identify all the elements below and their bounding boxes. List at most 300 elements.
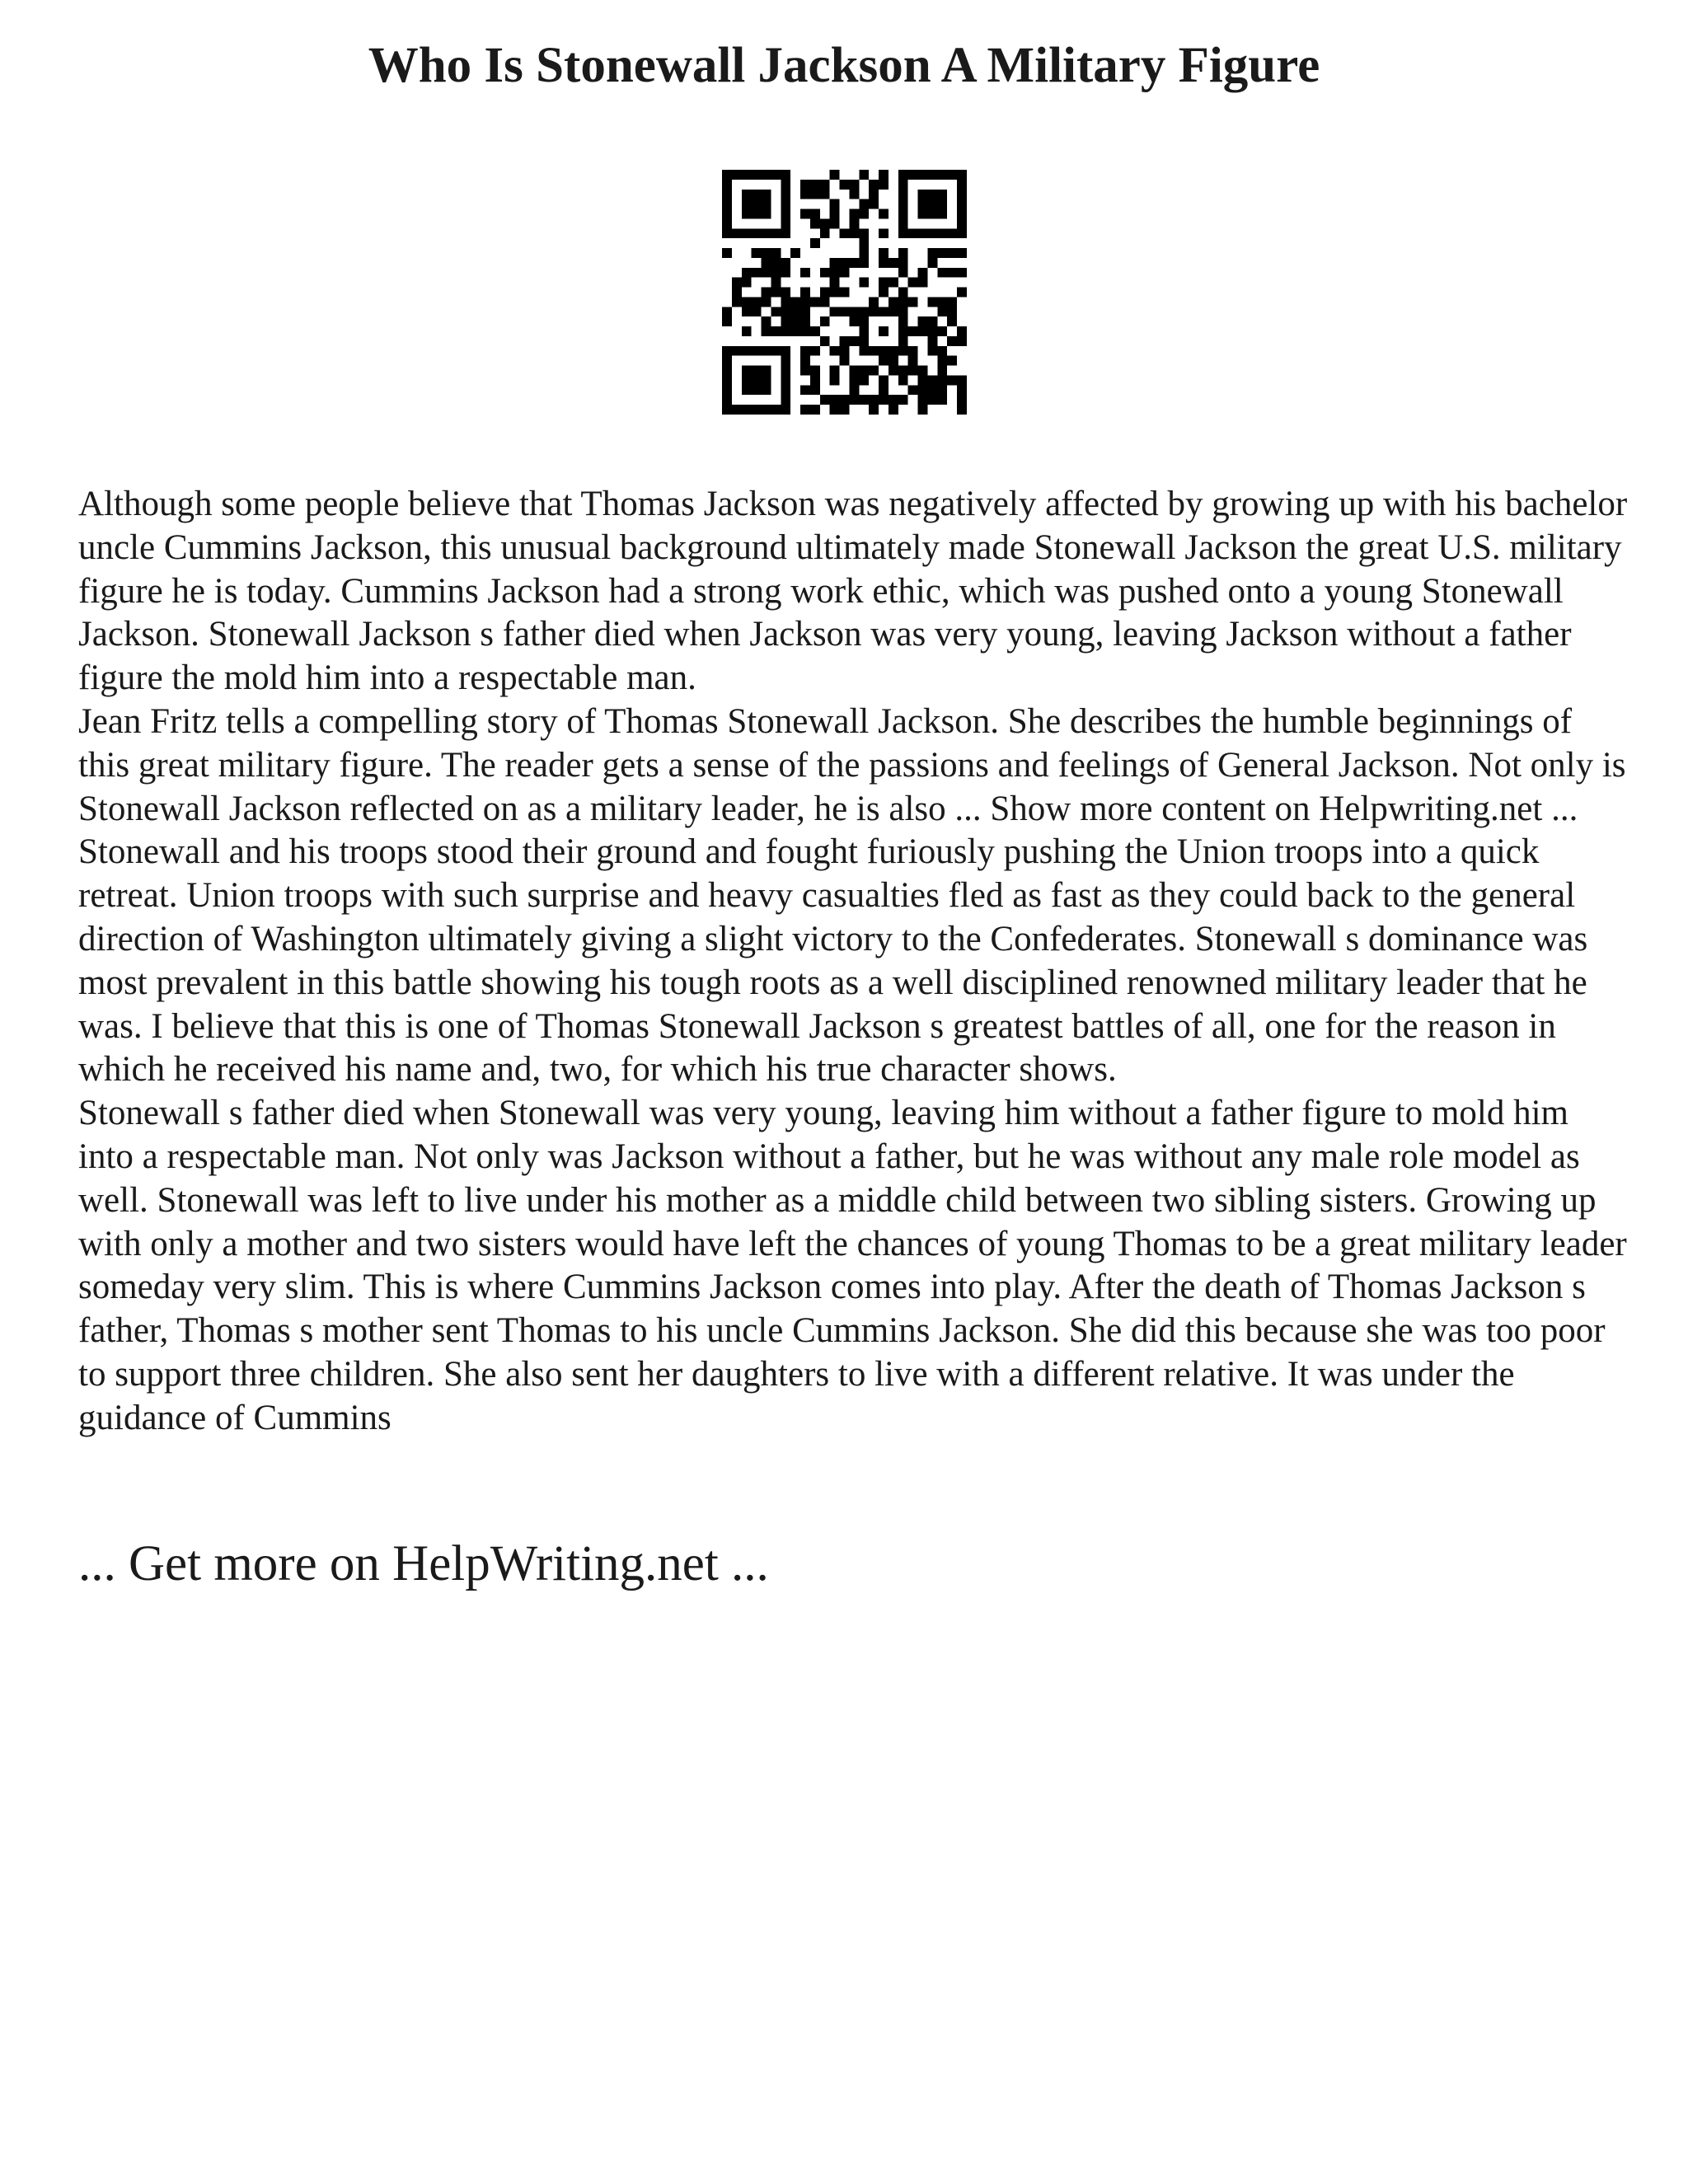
qr-module bbox=[849, 307, 859, 316]
qr-module bbox=[859, 238, 869, 248]
qr-module bbox=[927, 228, 937, 238]
qr-module bbox=[762, 199, 771, 209]
qr-module bbox=[898, 180, 908, 190]
qr-module bbox=[781, 218, 790, 228]
qr-module bbox=[762, 346, 771, 356]
qr-module bbox=[742, 375, 752, 385]
qr-module bbox=[957, 248, 967, 258]
qr-module bbox=[889, 395, 898, 405]
qr-module bbox=[937, 307, 947, 316]
qr-module bbox=[898, 170, 908, 180]
qr-module bbox=[830, 278, 840, 288]
qr-module bbox=[898, 190, 908, 199]
qr-module bbox=[800, 346, 810, 356]
qr-module bbox=[800, 356, 810, 366]
qr-module bbox=[840, 258, 850, 268]
qr-module bbox=[898, 307, 908, 316]
qr-module bbox=[927, 346, 937, 356]
qr-module bbox=[957, 170, 967, 180]
qr-module bbox=[722, 385, 732, 395]
qr-module bbox=[957, 228, 967, 238]
qr-module bbox=[898, 268, 908, 278]
qr-module bbox=[879, 248, 889, 258]
qr-module bbox=[771, 268, 781, 278]
qr-module bbox=[947, 375, 957, 385]
qr-module bbox=[781, 326, 790, 336]
qr-module bbox=[869, 199, 879, 209]
qr-module bbox=[918, 385, 928, 395]
qr-module bbox=[781, 209, 790, 219]
qr-module bbox=[800, 366, 810, 376]
qr-module bbox=[849, 190, 859, 199]
qr-module bbox=[790, 307, 800, 316]
qr-module bbox=[879, 228, 889, 238]
qr-module bbox=[937, 209, 947, 219]
qr-module bbox=[790, 248, 800, 258]
qr-module bbox=[762, 228, 771, 238]
qr-module bbox=[918, 268, 928, 278]
qr-module bbox=[771, 228, 781, 238]
qr-module bbox=[722, 395, 732, 405]
qr-module bbox=[762, 405, 771, 415]
qr-module bbox=[781, 375, 790, 385]
qr-module bbox=[840, 346, 850, 356]
qr-module bbox=[937, 356, 947, 366]
qr-module bbox=[849, 395, 859, 405]
qr-module bbox=[742, 307, 752, 316]
qr-module bbox=[781, 288, 790, 298]
qr-module bbox=[898, 395, 908, 405]
qr-module bbox=[762, 288, 771, 298]
qr-module bbox=[957, 190, 967, 199]
qr-module bbox=[742, 405, 752, 415]
qr-module bbox=[830, 405, 840, 415]
qr-module bbox=[830, 199, 840, 209]
qr-module bbox=[859, 395, 869, 405]
qr-module bbox=[859, 375, 869, 385]
qr-module bbox=[722, 366, 732, 376]
qr-module bbox=[742, 366, 752, 376]
qr-module bbox=[898, 346, 908, 356]
qr-module bbox=[830, 268, 840, 278]
qr-module bbox=[957, 375, 967, 385]
qr-module bbox=[820, 190, 830, 199]
paragraph: Stonewall s father died when Stonewall was very young, leaving him without a father figure to mold him into a respectable man. Not only was Jackson without a father, but he was without any male role model as well. Stonewall was left to live under his mother as a middle child between two sibling sisters. Growing up with only a mother and two sisters would have left the chances of young Thomas to be a great military leader someday very slim. This is where Cummins Jackson comes into play. After the death of Thomas Jackson s father, Thomas s mother sent Thomas to his uncle Cummins Jackson. She did this because she was too poor to support three children. She also sent her daughters to live with a different relative. It was under the guidance of Cummins bbox=[78, 1094, 1627, 1437]
qr-module bbox=[800, 385, 810, 395]
qr-module bbox=[762, 385, 771, 395]
qr-module bbox=[732, 278, 742, 288]
qr-module bbox=[957, 405, 967, 415]
qr-module bbox=[752, 375, 762, 385]
qr-module bbox=[918, 278, 928, 288]
qr-module bbox=[889, 346, 898, 356]
qr-module bbox=[820, 218, 830, 228]
qr-module bbox=[722, 170, 732, 180]
qr-module bbox=[879, 180, 889, 190]
qr-module bbox=[879, 307, 889, 316]
qr-module bbox=[762, 170, 771, 180]
qr-module bbox=[752, 209, 762, 219]
qr-module bbox=[781, 356, 790, 366]
qr-module bbox=[771, 278, 781, 288]
qr-module bbox=[849, 375, 859, 385]
qr-module bbox=[849, 258, 859, 268]
qr-module bbox=[859, 258, 869, 268]
qr-module bbox=[722, 307, 732, 316]
qr-module bbox=[859, 209, 869, 219]
qr-module bbox=[722, 199, 732, 209]
qr-module bbox=[927, 199, 937, 209]
qr-module bbox=[840, 268, 850, 278]
qr-module bbox=[879, 288, 889, 298]
qr-module bbox=[810, 180, 820, 190]
qr-module bbox=[937, 190, 947, 199]
qr-module bbox=[937, 346, 947, 356]
qr-module bbox=[752, 307, 762, 316]
qr-module bbox=[947, 248, 957, 258]
qr-module bbox=[781, 228, 790, 238]
qr-module bbox=[957, 326, 967, 336]
qr-module bbox=[918, 366, 928, 376]
qr-module bbox=[859, 366, 869, 376]
qr-module bbox=[742, 209, 752, 219]
qr-module bbox=[790, 326, 800, 336]
qr-module bbox=[820, 228, 830, 238]
qr-module bbox=[918, 170, 928, 180]
qr-module bbox=[722, 218, 732, 228]
qr-module bbox=[781, 366, 790, 376]
qr-module bbox=[869, 190, 879, 199]
qr-module bbox=[947, 356, 957, 366]
qr-module bbox=[722, 248, 732, 258]
qr-module bbox=[722, 356, 732, 366]
qr-module bbox=[927, 170, 937, 180]
get-more-link[interactable]: ... Get more on HelpWriting.net ... bbox=[78, 1536, 769, 1591]
qr-module bbox=[957, 268, 967, 278]
qr-module bbox=[762, 248, 771, 258]
qr-module bbox=[947, 336, 957, 346]
qr-module bbox=[742, 385, 752, 395]
qr-module bbox=[927, 209, 937, 219]
qr-module bbox=[937, 248, 947, 258]
qr-module bbox=[781, 199, 790, 209]
qr-module bbox=[859, 170, 869, 180]
qr-module bbox=[889, 405, 898, 415]
qr-module bbox=[908, 228, 918, 238]
qr-module bbox=[820, 288, 830, 298]
qr-module bbox=[849, 218, 859, 228]
qr-module bbox=[957, 385, 967, 395]
qr-module bbox=[898, 375, 908, 385]
qr-module bbox=[927, 326, 937, 336]
qr-module bbox=[771, 248, 781, 258]
qr-module bbox=[927, 336, 937, 346]
qr-module bbox=[957, 288, 967, 298]
qr-module bbox=[771, 288, 781, 298]
qr-module bbox=[849, 228, 859, 238]
qr-module bbox=[869, 307, 879, 316]
qr-module bbox=[771, 405, 781, 415]
qr-module bbox=[781, 405, 790, 415]
article-body bbox=[78, 483, 1628, 1441]
qr-module bbox=[762, 375, 771, 385]
qr-module bbox=[849, 336, 859, 346]
qr-module bbox=[722, 209, 732, 219]
qr-module bbox=[820, 395, 830, 405]
qr-module bbox=[810, 366, 820, 376]
qr-module bbox=[810, 346, 820, 356]
qr-module bbox=[859, 248, 869, 258]
qr-module bbox=[927, 385, 937, 395]
qr-module bbox=[820, 336, 830, 346]
qr-module bbox=[771, 258, 781, 268]
qr-module bbox=[859, 199, 869, 209]
qr-module bbox=[937, 228, 947, 238]
qr-module bbox=[752, 297, 762, 307]
qr-module bbox=[800, 405, 810, 415]
qr-module bbox=[810, 218, 820, 228]
qr-module bbox=[722, 375, 732, 385]
qr-module bbox=[752, 199, 762, 209]
qr-module bbox=[859, 307, 869, 316]
qr-module bbox=[869, 180, 879, 190]
qr-module bbox=[869, 405, 879, 415]
qr-module bbox=[879, 385, 889, 395]
qr-module bbox=[937, 385, 947, 395]
qr-module bbox=[752, 228, 762, 238]
qr-module bbox=[781, 258, 790, 268]
qr-module bbox=[898, 228, 908, 238]
qr-module bbox=[908, 297, 918, 307]
qr-module bbox=[840, 180, 850, 190]
qr-module bbox=[771, 307, 781, 316]
qr-module bbox=[742, 326, 752, 336]
qr-module bbox=[762, 268, 771, 278]
qr-module bbox=[957, 199, 967, 209]
qr-module bbox=[947, 170, 957, 180]
qr-module bbox=[810, 385, 820, 395]
qr-module bbox=[947, 268, 957, 278]
qr-module bbox=[957, 218, 967, 228]
qr-module bbox=[810, 297, 820, 307]
qr-module bbox=[762, 209, 771, 219]
qr-module bbox=[781, 307, 790, 316]
qr-module bbox=[800, 288, 810, 298]
qr-module bbox=[752, 405, 762, 415]
qr-module bbox=[947, 228, 957, 238]
qr-module bbox=[722, 405, 732, 415]
qr-module bbox=[722, 346, 732, 356]
qr-module bbox=[732, 346, 742, 356]
qr-module bbox=[820, 316, 830, 326]
qr-module bbox=[937, 375, 947, 385]
qr-module bbox=[752, 248, 762, 258]
qr-module bbox=[742, 278, 752, 288]
qr-module bbox=[820, 297, 830, 307]
qr-module bbox=[908, 278, 918, 288]
qr-module bbox=[908, 170, 918, 180]
qr-module bbox=[722, 228, 732, 238]
qr-module bbox=[771, 346, 781, 356]
qr-module bbox=[898, 288, 908, 298]
qr-module bbox=[781, 385, 790, 395]
qr-module bbox=[859, 336, 869, 346]
qr-module bbox=[927, 297, 937, 307]
qr-module bbox=[830, 209, 840, 219]
qr-module bbox=[937, 326, 947, 336]
qr-module bbox=[762, 316, 771, 326]
qr-module bbox=[869, 297, 879, 307]
qr-module bbox=[742, 268, 752, 278]
qr-module bbox=[810, 190, 820, 199]
qr-module bbox=[742, 190, 752, 199]
qr-module bbox=[742, 199, 752, 209]
qr-module bbox=[732, 288, 742, 298]
qr-module bbox=[840, 395, 850, 405]
qr-module bbox=[927, 190, 937, 199]
qr-module bbox=[918, 375, 928, 385]
qr-module bbox=[790, 297, 800, 307]
qr-module bbox=[810, 238, 820, 248]
qr-module bbox=[898, 326, 908, 336]
qr-module bbox=[800, 307, 810, 316]
qr-module bbox=[908, 346, 918, 356]
qr-module bbox=[908, 356, 918, 366]
qr-module bbox=[937, 268, 947, 278]
qr-module bbox=[800, 209, 810, 219]
qr-module bbox=[957, 180, 967, 190]
qr-code-icon bbox=[722, 170, 967, 415]
qr-module bbox=[908, 385, 918, 395]
qr-module bbox=[908, 326, 918, 336]
qr-module bbox=[762, 258, 771, 268]
qr-module bbox=[918, 190, 928, 199]
qr-module bbox=[830, 346, 840, 356]
qr-module bbox=[889, 307, 898, 316]
qr-module bbox=[762, 366, 771, 376]
qr-module bbox=[927, 258, 937, 268]
qr-module bbox=[752, 346, 762, 356]
qr-module bbox=[762, 190, 771, 199]
qr-module bbox=[889, 278, 898, 288]
qr-module bbox=[722, 316, 732, 326]
qr-module bbox=[879, 375, 889, 385]
qr-module bbox=[722, 180, 732, 190]
qr-module bbox=[830, 258, 840, 268]
qr-module bbox=[879, 346, 889, 356]
qr-module bbox=[849, 209, 859, 219]
qr-module bbox=[937, 297, 947, 307]
qr-module bbox=[781, 297, 790, 307]
qr-module bbox=[918, 405, 928, 415]
qr-module bbox=[918, 316, 928, 326]
qr-module bbox=[752, 190, 762, 199]
qr-module bbox=[800, 190, 810, 199]
qr-module bbox=[879, 170, 889, 180]
qr-module bbox=[742, 297, 752, 307]
qr-module bbox=[820, 268, 830, 278]
qr-module bbox=[830, 288, 840, 298]
qr-module bbox=[810, 375, 820, 385]
qr-module bbox=[781, 395, 790, 405]
qr-module bbox=[781, 268, 790, 278]
qr-module bbox=[781, 316, 790, 326]
qr-module bbox=[820, 180, 830, 190]
qr-module bbox=[830, 218, 840, 228]
qr-module bbox=[879, 278, 889, 288]
qr-module bbox=[800, 326, 810, 336]
qr-module bbox=[849, 385, 859, 395]
qr-module bbox=[898, 209, 908, 219]
qr-module bbox=[918, 199, 928, 209]
qr-module bbox=[732, 170, 742, 180]
qr-module bbox=[898, 199, 908, 209]
qr-module bbox=[771, 326, 781, 336]
qr-module bbox=[840, 336, 850, 346]
qr-module bbox=[840, 405, 850, 415]
qr-module bbox=[889, 258, 898, 268]
qr-module bbox=[898, 218, 908, 228]
paragraph: Jean Fritz tells a compelling story of Thomas Stonewall Jackson. She describes the humble beginnings of this great military figure. The reader gets a sense of the passions and feelings of General Jackson. Not only is Stonewall Jackson reflected on as a military leader, he is also ... Show more content on Helpwriting.net ... bbox=[78, 701, 1626, 828]
qr-module bbox=[859, 346, 869, 356]
qr-module bbox=[869, 366, 879, 376]
qr-module bbox=[800, 297, 810, 307]
page-title: Who Is Stonewall Jackson A Military Figure bbox=[368, 38, 1320, 93]
qr-module bbox=[947, 297, 957, 307]
qr-module bbox=[790, 316, 800, 326]
qr-module bbox=[869, 395, 879, 405]
qr-module bbox=[927, 395, 937, 405]
qr-module bbox=[927, 316, 937, 326]
qr-module bbox=[781, 346, 790, 356]
qr-module bbox=[849, 366, 859, 376]
qr-module bbox=[732, 405, 742, 415]
qr-module bbox=[800, 316, 810, 326]
qr-module bbox=[810, 326, 820, 336]
qr-module bbox=[762, 297, 771, 307]
qr-module bbox=[859, 316, 869, 326]
qr-module bbox=[810, 209, 820, 219]
qr-module bbox=[859, 326, 869, 336]
qr-module bbox=[879, 356, 889, 366]
qr-module bbox=[800, 180, 810, 190]
qr-module bbox=[918, 209, 928, 219]
qr-module bbox=[908, 366, 918, 376]
qr-module bbox=[732, 228, 742, 238]
qr-module bbox=[752, 268, 762, 278]
qr-module bbox=[781, 180, 790, 190]
qr-module bbox=[937, 395, 947, 405]
qr-module bbox=[752, 366, 762, 376]
qr-module bbox=[859, 228, 869, 238]
qr-module bbox=[879, 258, 889, 268]
qr-module bbox=[957, 209, 967, 219]
qr-module bbox=[810, 405, 820, 415]
qr-module bbox=[781, 190, 790, 199]
qr-module bbox=[898, 297, 908, 307]
qr-module bbox=[830, 307, 840, 316]
qr-module bbox=[752, 170, 762, 180]
qr-module bbox=[947, 316, 957, 326]
qr-module bbox=[859, 278, 869, 288]
paragraph: Stonewall and his troops stood their ground and fought furiously pushing the Union troops into a quick retreat. Union troops with such surprise and heavy casualties fled as fast as they could back to the general direction of Washington ultimately giving a slight victory to the Confederates. Stonewall s dominance was most prevalent in this battle showing his tough roots as a well disciplined renowned military leader that he was. I believe that this is one of Thomas Stonewall Jackson s greatest battles of all, one for the reason in which he received his name and, two, for which his true character shows. bbox=[78, 832, 1588, 1090]
qr-module bbox=[957, 336, 967, 346]
qr-module bbox=[840, 356, 850, 366]
qr-module bbox=[918, 228, 928, 238]
qr-module bbox=[879, 326, 889, 336]
qr-module bbox=[889, 356, 898, 366]
qr-module bbox=[889, 297, 898, 307]
